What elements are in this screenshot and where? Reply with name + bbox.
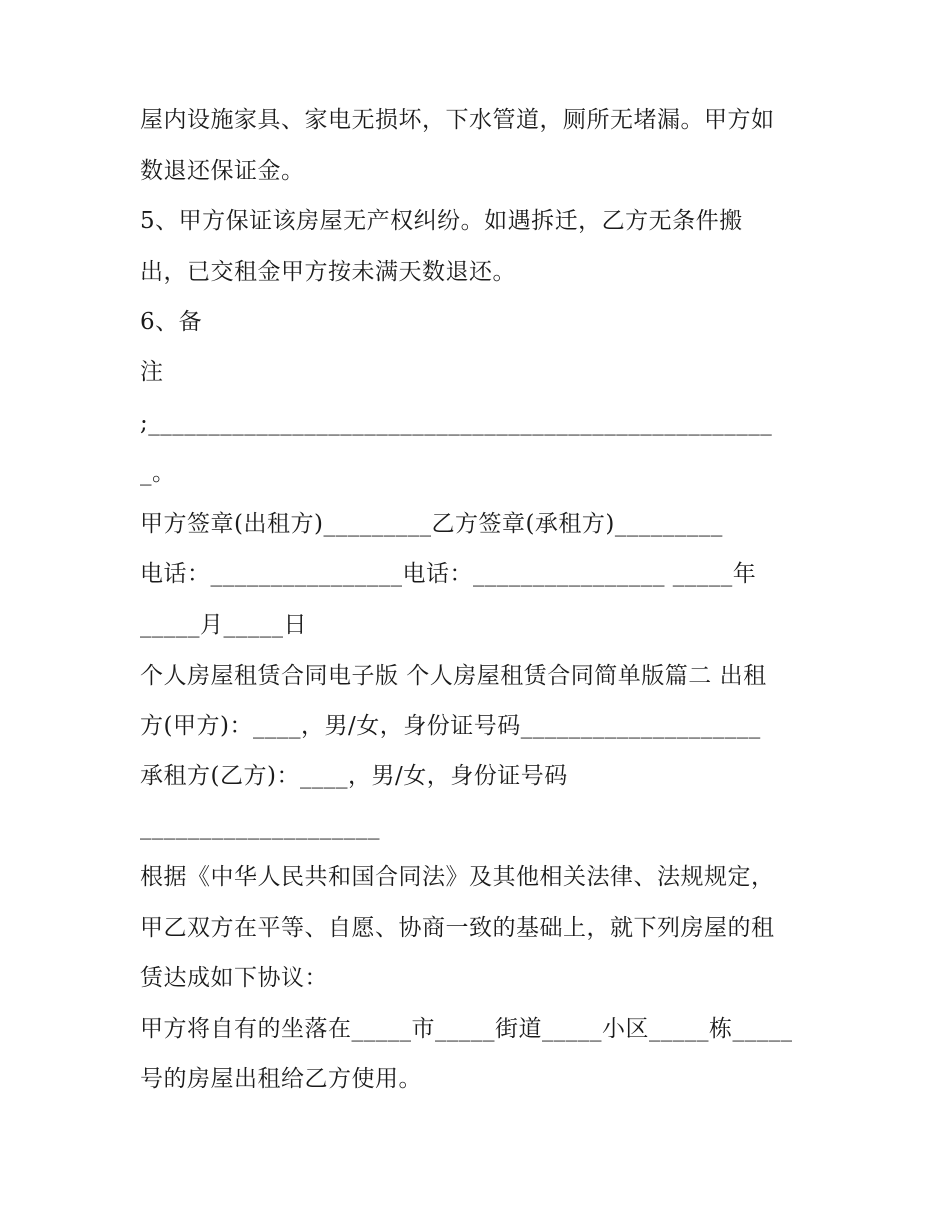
text-line-13: 方(甲方)：____，男/女，身份证号码____________________ [140,713,761,739]
text-line-18: 赁达成如下协议： [140,965,328,991]
text-line-19: 甲方将自有的坐落在_____市_____街道_____小区_____栋_____ [140,1016,793,1042]
text-line-17: 甲乙双方在平等、自愿、协商一致的基础上，就下列房屋的租 [140,915,775,941]
text-line-12: 个人房屋租赁合同电子版 个人房屋租赁合同简单版篇二 出租 [140,663,767,689]
text-line-16: 根据《中华人民共和国合同法》及其他相关法律、法规规定， [140,864,775,890]
text-line-6: 注 [140,359,164,385]
text-line-11: _____月_____日 [140,612,307,638]
text-line-1: 屋内设施家具、家电无损坏，下水管道，厕所无堵漏。甲方如 [140,107,775,133]
text-line-14: 承租方(乙方)：____，男/女，身份证号码 [140,763,568,789]
text-line-7: ;____________________________________________________ [140,410,773,436]
text-line-9: 甲方签章(出租方)_________乙方签章(承租方)_________ [140,511,723,537]
text-line-20: 号的房屋出租给乙方使用。 [140,1066,422,1092]
text-line-4: 出，已交租金甲方按未满天数退还。 [140,259,516,285]
text-line-8: _。 [140,460,176,486]
text-line-15: ____________________ [140,814,380,840]
text-line-5: 6、备 [140,309,203,335]
text-line-2: 数退还保证金。 [140,158,305,184]
text-line-3: 5、甲方保证该房屋无产权纠纷。如遇拆迁，乙方无条件搬 [140,208,743,234]
text-line-10: 电话：________________电话：________________ _____年 [140,561,757,587]
